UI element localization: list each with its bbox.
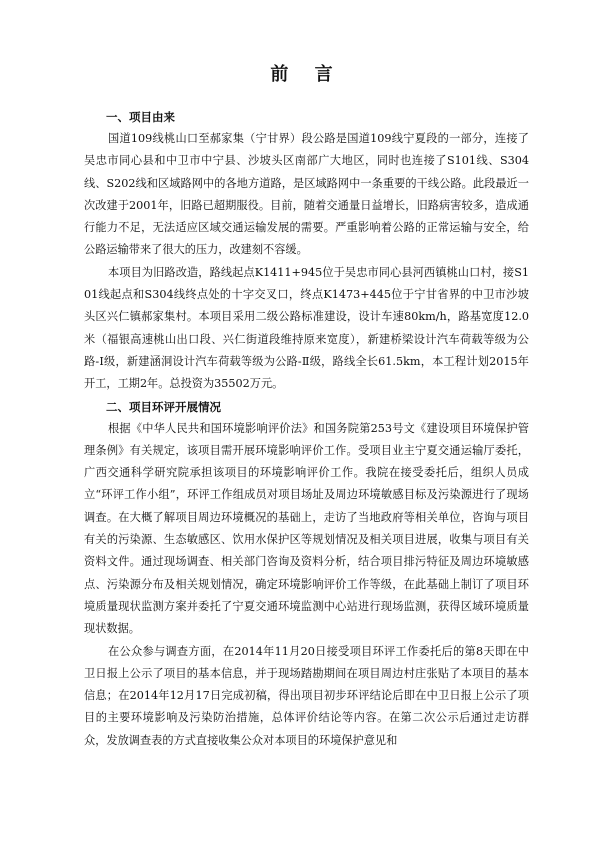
page-title: 前 言 (270, 64, 343, 85)
paragraph: 根据《中华人民共和国环境影响评价法》和国务院第253号文《建设项目环境保护管理条例》有关规定，该项目需开展环境影响评价工作。受项目业主宁夏交通运输厅委托，广西交通科学研究院承担该项目的环境影响评价工作。我院在接受委托后，组织人员成立“环评工作小组”，环评工作组成员对项目场址及周边环境敏感目标及污染源进行了现场调查。在大概了解项目周边环境概况的基础上，走访了当地政府等相关单位，咨询与项目有关的污染源、生态敏感区、饮用水保护区等规划情况及相关项目进展，收集与项目有关资料文件。通过现场调查、相关部门咨询及资料分析，结合项目排污特征及周边环境敏感点、污染源分布及相关规划情况，确定环境影响评价工作等级，在此基础上制订了项目环境质量现状监测方案并委托了宁夏交通环境监测中心站进行现场监测，获得区域环境质量现状数据。 (84, 421, 529, 636)
paragraph: 在公众参与调查方面，在2014年11月20日接受项目环评工作委托后的第8天即在中卫日报上公示了项目的基本信息，并于现场踏勘期间在项目周边村庄张贴了本项目的基本信息；在2014年12月17日完成初稿，得出项目初步环评结论后即在中卫日报上公示了项目的主要环境影响及污染防治措施，总体评价结论等内容。在第二次公示后通过走访群众，发放调查表的方式直接收集公众对本项目的环境保护意见和 (84, 644, 529, 747)
paragraph: 国道109线桃山口至郝家集（宁甘界）段公路是国道109线宁夏段的一部分，连接了吴忠市同心县和中卫市中宁县、沙坡头区南部广大地区，同时也连接了S101线、S304线、S202线和区域路网中的各地方道路，是区域路网中一条重要的干线公路。此段最近一次改建于2001年，旧路已超期服役。目前，随着交通量日益增长，旧路病害较多，造成通行能力不足，无法适应区域交通运输发展的需要。严重影响着公路的正常运输与安全，给公路运输带来了很大的压力，改建刻不容缓。 (84, 132, 529, 257)
section-heading-project-origin: 一、项目由来 (106, 110, 175, 124)
section-heading-eia-progress: 二、项目环评开展情况 (106, 399, 221, 414)
paragraph: 本项目为旧路改造，路线起点K1411+945位于吴忠市同心县河西镇桃山口村，接S101线起点和S304线终点处的十字交叉口，终点K1473+445位于宁甘省界的中卫市沙坡头区兴仁镇郝家集村。本项目采用二级公路标准建设，设计车速80km/h，路基宽度12.0米（福银高速桃山出口段、兴仁街道段维持原来宽度），新建桥梁设计汽车荷载等级为公路-Ⅰ级，新建涵洞设计汽车荷载等级为公路-Ⅱ级，路线全长61.5km，本工程计划2015年开工，工期2年。总投资为35502万元。 (84, 265, 529, 391)
